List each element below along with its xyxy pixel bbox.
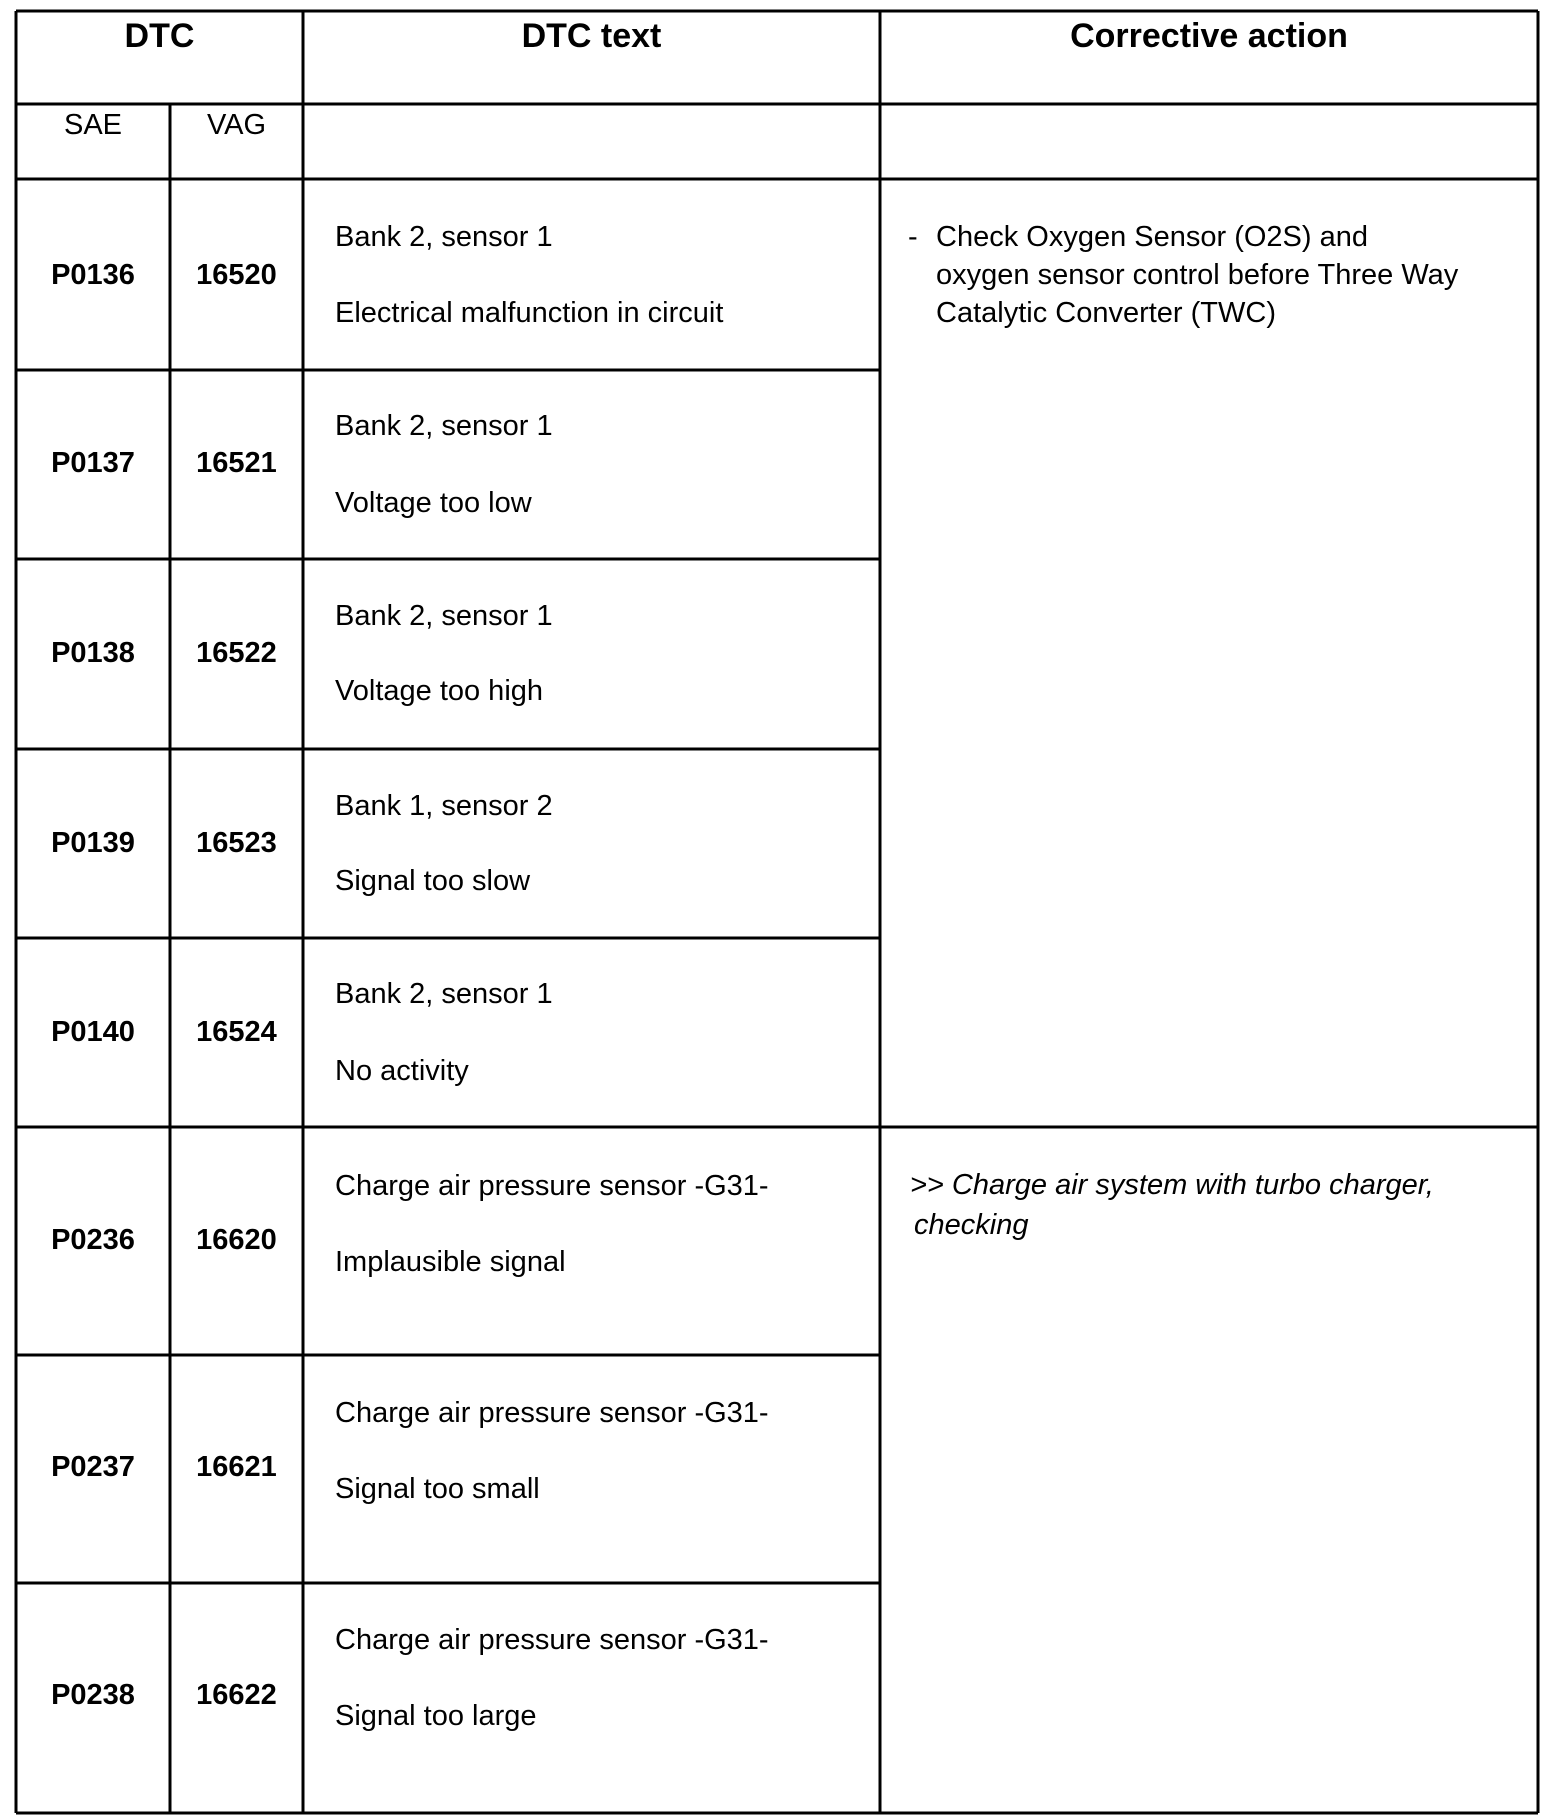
action-line: oxygen sensor control before Three Way: [936, 259, 1459, 291]
row-description-line1: Bank 2, sensor 1: [335, 978, 553, 1010]
row-sae-code: P0237: [51, 1451, 135, 1483]
row-sae-code: P0236: [51, 1224, 135, 1256]
row-vag-code: 16622: [196, 1679, 277, 1711]
row-description-line2: Voltage too high: [335, 675, 544, 707]
row-description-line2: Electrical malfunction in circuit: [335, 297, 724, 329]
row-sae-code: P0137: [51, 447, 135, 479]
row-description-line1: Bank 1, sensor 2: [335, 790, 553, 822]
row-vag-code: 16520: [196, 259, 277, 291]
row-sae-code: P0139: [51, 827, 135, 859]
header-dtc-text: DTC text: [521, 17, 662, 55]
row-description-line1: Bank 2, sensor 1: [335, 600, 553, 632]
row-description-line2: Voltage too low: [335, 487, 532, 519]
row-vag-code: 16524: [196, 1016, 277, 1048]
action-link-line[interactable]: >> Charge air system with turbo charger,: [910, 1169, 1434, 1201]
row-sae-code: P0140: [51, 1016, 135, 1048]
header-dtc: DTC: [124, 17, 195, 55]
row-description-line1: Bank 2, sensor 1: [335, 410, 553, 442]
action-line: Check Oxygen Sensor (O2S) and: [936, 221, 1368, 253]
row-description-line2: Signal too slow: [335, 865, 531, 897]
row-description-line2: Signal too small: [335, 1473, 540, 1505]
row-description-line1: Charge air pressure sensor -G31-: [335, 1170, 769, 1202]
row-vag-code: 16523: [196, 827, 277, 859]
subheader-sae: SAE: [63, 109, 123, 141]
action-bullet: -: [908, 221, 918, 253]
row-vag-code: 16521: [196, 447, 277, 479]
row-description-line2: Implausible signal: [335, 1246, 566, 1278]
row-sae-code: P0136: [51, 259, 135, 291]
row-sae-code: P0138: [51, 637, 135, 669]
action-line: Catalytic Converter (TWC): [936, 297, 1276, 329]
subheader-vag: VAG: [206, 109, 267, 141]
row-description-line1: Charge air pressure sensor -G31-: [335, 1624, 769, 1656]
row-description-line2: No activity: [335, 1055, 469, 1087]
row-description-line2: Signal too large: [335, 1700, 537, 1732]
row-vag-code: 16620: [196, 1224, 277, 1256]
action-link-line[interactable]: checking: [914, 1209, 1029, 1241]
row-description-line1: Bank 2, sensor 1: [335, 221, 553, 253]
header-corrective-action: Corrective action: [1070, 17, 1348, 55]
row-vag-code: 16621: [196, 1451, 277, 1483]
row-vag-code: 16522: [196, 637, 277, 669]
row-description-line1: Charge air pressure sensor -G31-: [335, 1397, 769, 1429]
row-sae-code: P0238: [51, 1679, 135, 1711]
